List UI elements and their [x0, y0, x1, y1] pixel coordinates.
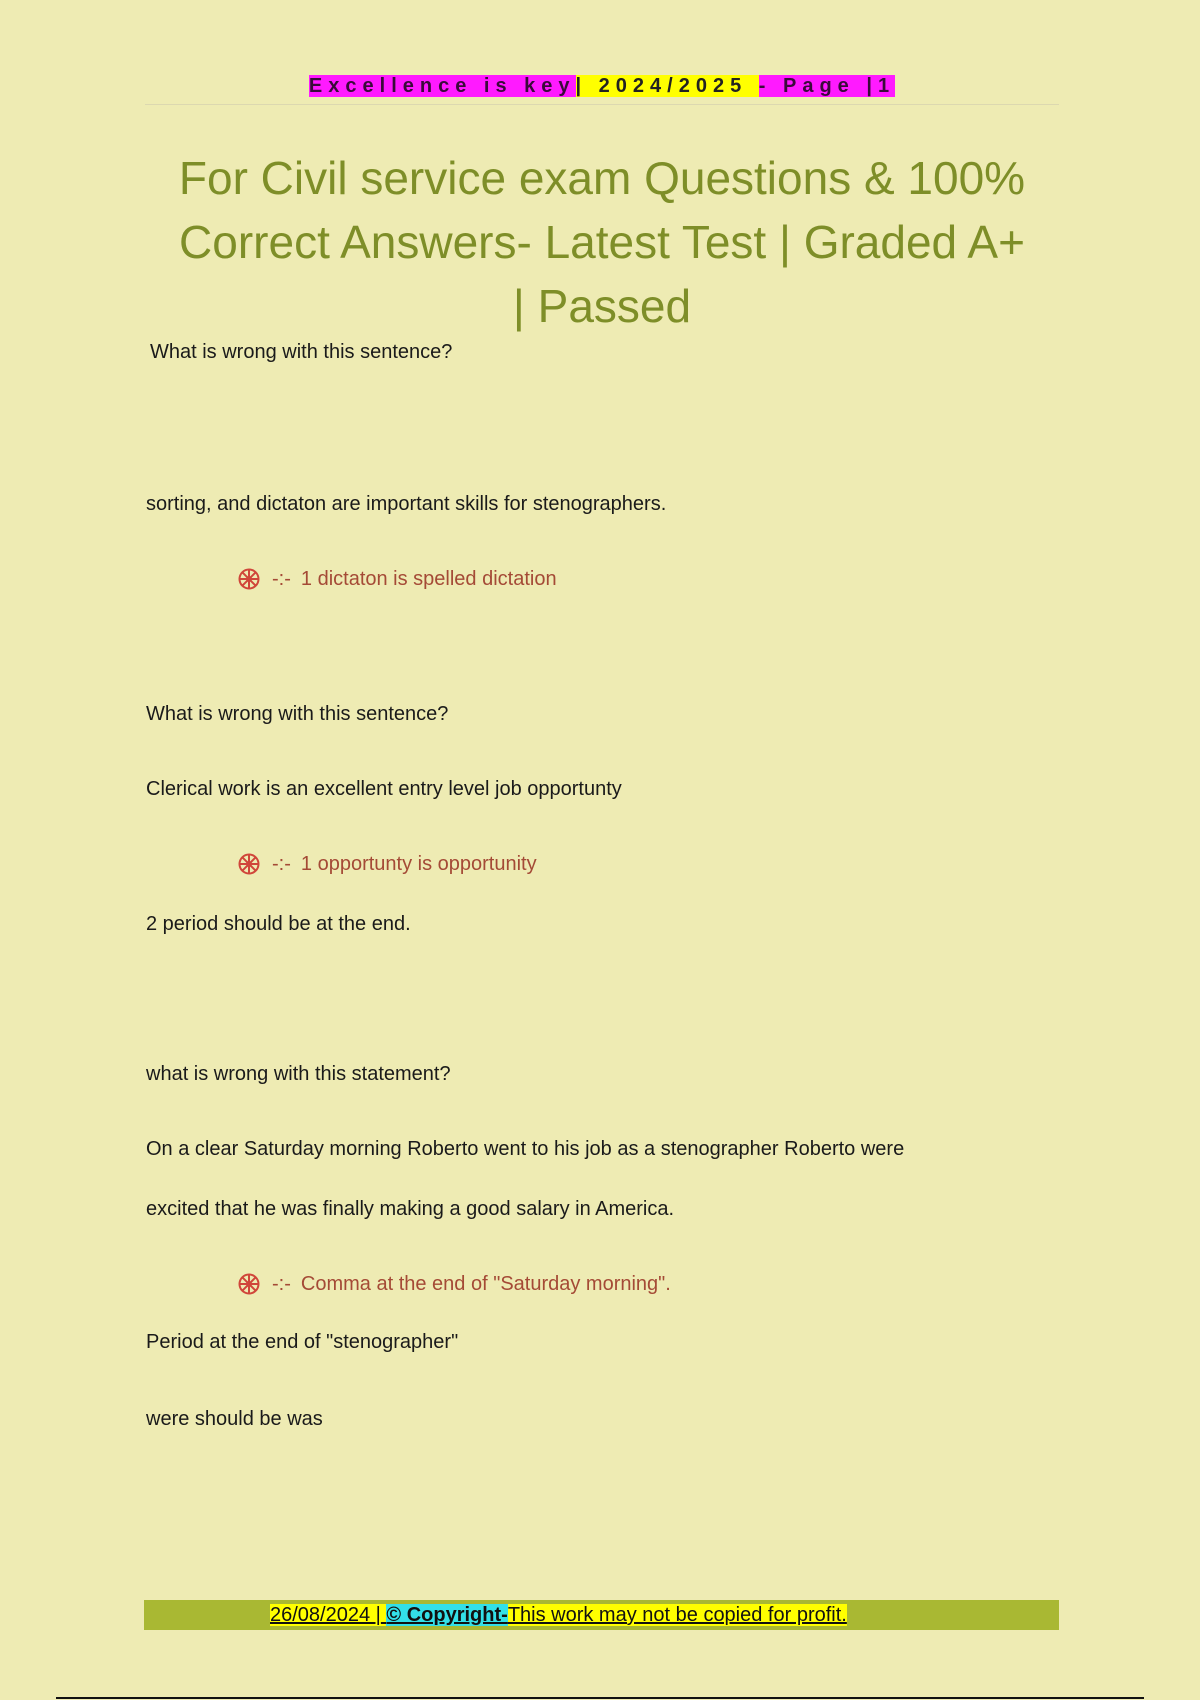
answer-2-extra: 2 period should be at the end.: [146, 913, 411, 935]
title-line-3: | Passed: [512, 280, 692, 332]
question-3: what is wrong with this statement?: [146, 1063, 451, 1085]
question-3-sentence-line-2: excited that he was finally making a good salary in America.: [146, 1198, 675, 1220]
gear-flower-icon: [238, 1273, 260, 1295]
document-title: [145, 146, 1059, 338]
question-1: What is wrong with this sentence?: [150, 341, 453, 363]
gear-flower-icon: [238, 853, 260, 875]
question-3-sentence-line-1: On a clear Saturday morning Roberto went to his job as a stenographer Roberto were: [146, 1138, 905, 1160]
footer-notice: This work may not be copied for profit.: [507, 1604, 847, 1626]
answer-1: [238, 566, 557, 592]
page-header: [145, 72, 1059, 100]
header-page-label: - Page |: [758, 75, 878, 97]
answer-3-extra-2: were should be was: [146, 1408, 323, 1430]
answer-2-text: 1 opportunty is opportunity: [300, 853, 537, 875]
footer-copyright: © Copyright-: [386, 1604, 508, 1626]
question-1-sentence: sorting, and dictaton are important skills for stenographers.: [146, 493, 667, 515]
answer-3-extra-1: Period at the end of "stenographer": [146, 1331, 459, 1353]
answer-3: [238, 1271, 671, 1297]
answer-separator: -:-: [272, 568, 291, 590]
answer-separator: -:-: [272, 1273, 291, 1295]
header-year: | 2024/2025: [575, 75, 748, 97]
header-motto: Excellence is key: [308, 75, 576, 97]
header-page-number: 1: [877, 75, 896, 97]
answer-3-text: Comma at the end of "Saturday morning".: [300, 1273, 671, 1295]
header-divider: [145, 104, 1059, 105]
question-2: What is wrong with this sentence?: [146, 703, 449, 725]
answer-separator: -:-: [272, 853, 291, 875]
title-line-2: Correct Answers- Latest Test | Graded A+: [179, 216, 1025, 268]
page-bottom-divider: [56, 1697, 1144, 1699]
page-footer: [270, 1601, 847, 1629]
footer-date: 26/08/2024 |: [270, 1604, 381, 1626]
answer-2: [238, 851, 537, 877]
gear-flower-icon: [238, 568, 260, 590]
answer-1-text: 1 dictaton is spelled dictation: [300, 568, 557, 590]
title-line-1: For Civil service exam Questions & 100%: [178, 152, 1026, 204]
question-2-sentence: Clerical work is an excellent entry level job opportunty: [146, 778, 622, 800]
